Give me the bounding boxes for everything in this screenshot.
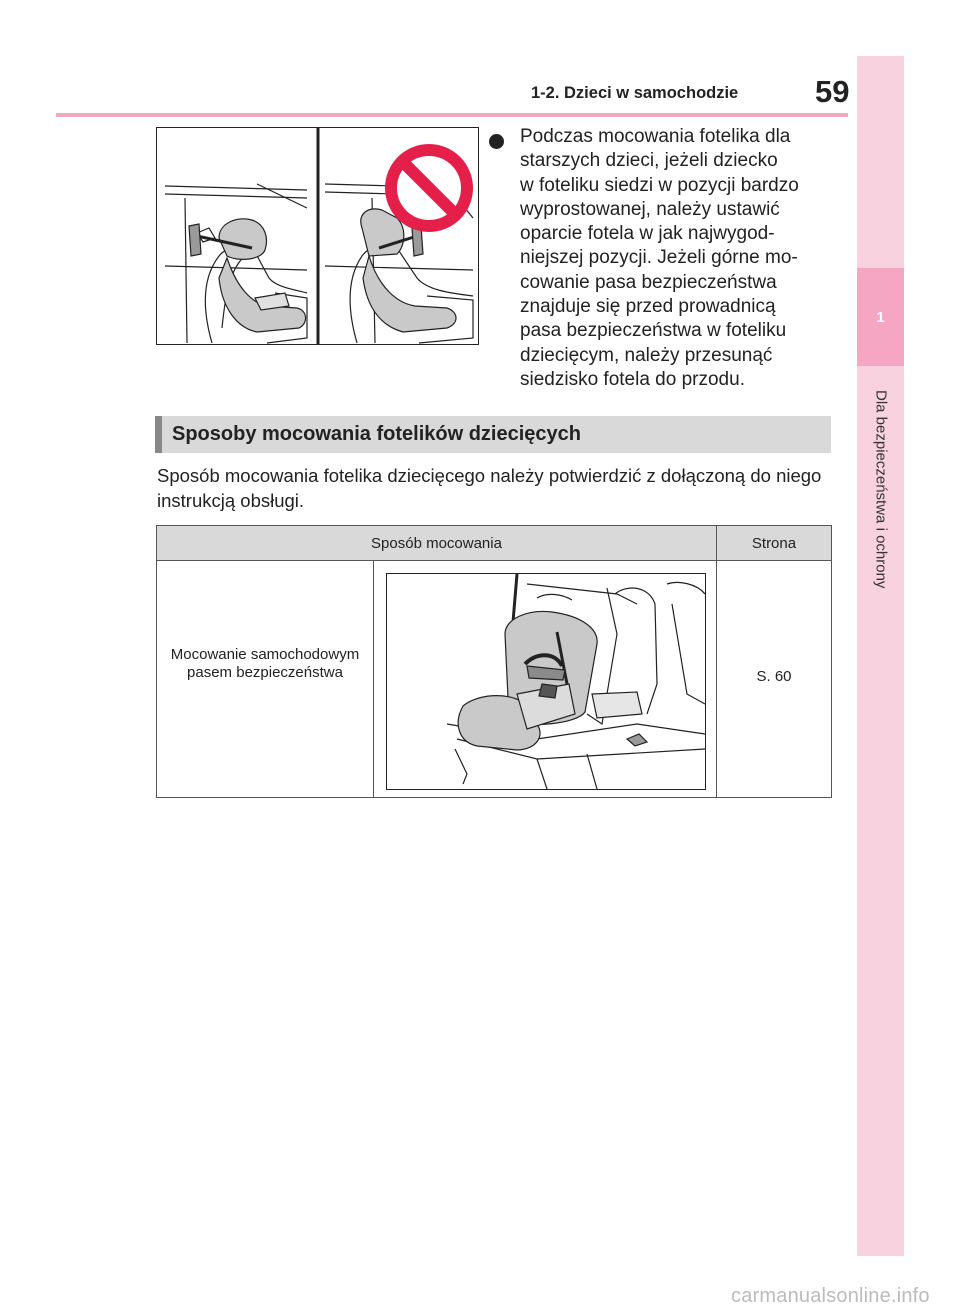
- table-cell-image: [374, 561, 717, 797]
- section-heading-text: Sposoby mocowania fotelików dziecięcych: [172, 423, 581, 445]
- chapter-number-tab: [857, 268, 904, 366]
- section-heading-bar: [155, 416, 162, 453]
- bullet-line: w foteliku siedzi w pozycji bardzo: [520, 174, 799, 196]
- bullet-line: siedzisko fotela do przodu.: [520, 368, 745, 390]
- page-number: 59: [815, 74, 850, 109]
- child-seat-illustration: [156, 127, 479, 345]
- section-heading: [155, 416, 831, 453]
- mounting-methods-table: [156, 525, 832, 798]
- method-label: Mocowanie samochodowym pasem bezpieczeństwa: [170, 646, 360, 681]
- chapter-label: Dla bezpieczeństwa i ochrony: [872, 390, 890, 589]
- seatbelt-mount-drawing: [387, 574, 705, 789]
- bullet-line: niejszej pozycji. Jeżeli górne mo-: [520, 247, 798, 269]
- table-header-page: Strona: [751, 534, 797, 552]
- chapter-number: 1: [876, 308, 885, 326]
- chapter-side-tab: [857, 56, 904, 1256]
- bullet-line: cowanie pasa bezpieczeństwa: [520, 271, 777, 293]
- seatbelt-mount-illustration: [386, 573, 706, 790]
- table-header-method: Sposób mocowania: [157, 526, 717, 560]
- child-seat-drawing: [157, 128, 478, 344]
- table-cell-method: [157, 561, 374, 797]
- table-cell-page: [717, 561, 831, 797]
- page-reference: S. 60: [756, 668, 792, 685]
- bullet-line: oparcie fotela w jak najwygod-: [520, 223, 775, 245]
- bullet-line: wyprostowanej, należy ustawić: [520, 198, 780, 220]
- watermark-text: carmanualsonline.info: [731, 1285, 930, 1307]
- table-header-row: [157, 526, 831, 561]
- prohibition-icon: [391, 150, 467, 226]
- bullet-text: [520, 125, 840, 392]
- section-title: 1-2. Dzieci w samochodzie: [531, 84, 739, 102]
- bullet-dot-icon: [489, 134, 504, 149]
- bullet-line: starszych dzieci, jeżeli dziecko: [520, 150, 778, 172]
- bullet-line: Podczas mocowania fotelika dla: [520, 126, 791, 147]
- bullet-line: pasa bezpieczeństwa w foteliku: [520, 320, 787, 342]
- bullet-line: znajduje się przed prowadnicą: [520, 296, 776, 318]
- bullet-line: dziecięcym, należy przesunąć: [520, 344, 773, 366]
- intro-paragraph: Sposób mocowania fotelika dziecięcego należy potwierdzić z dołączoną do niego instrukcją obsługi.: [157, 465, 822, 511]
- header-rule: [56, 113, 848, 117]
